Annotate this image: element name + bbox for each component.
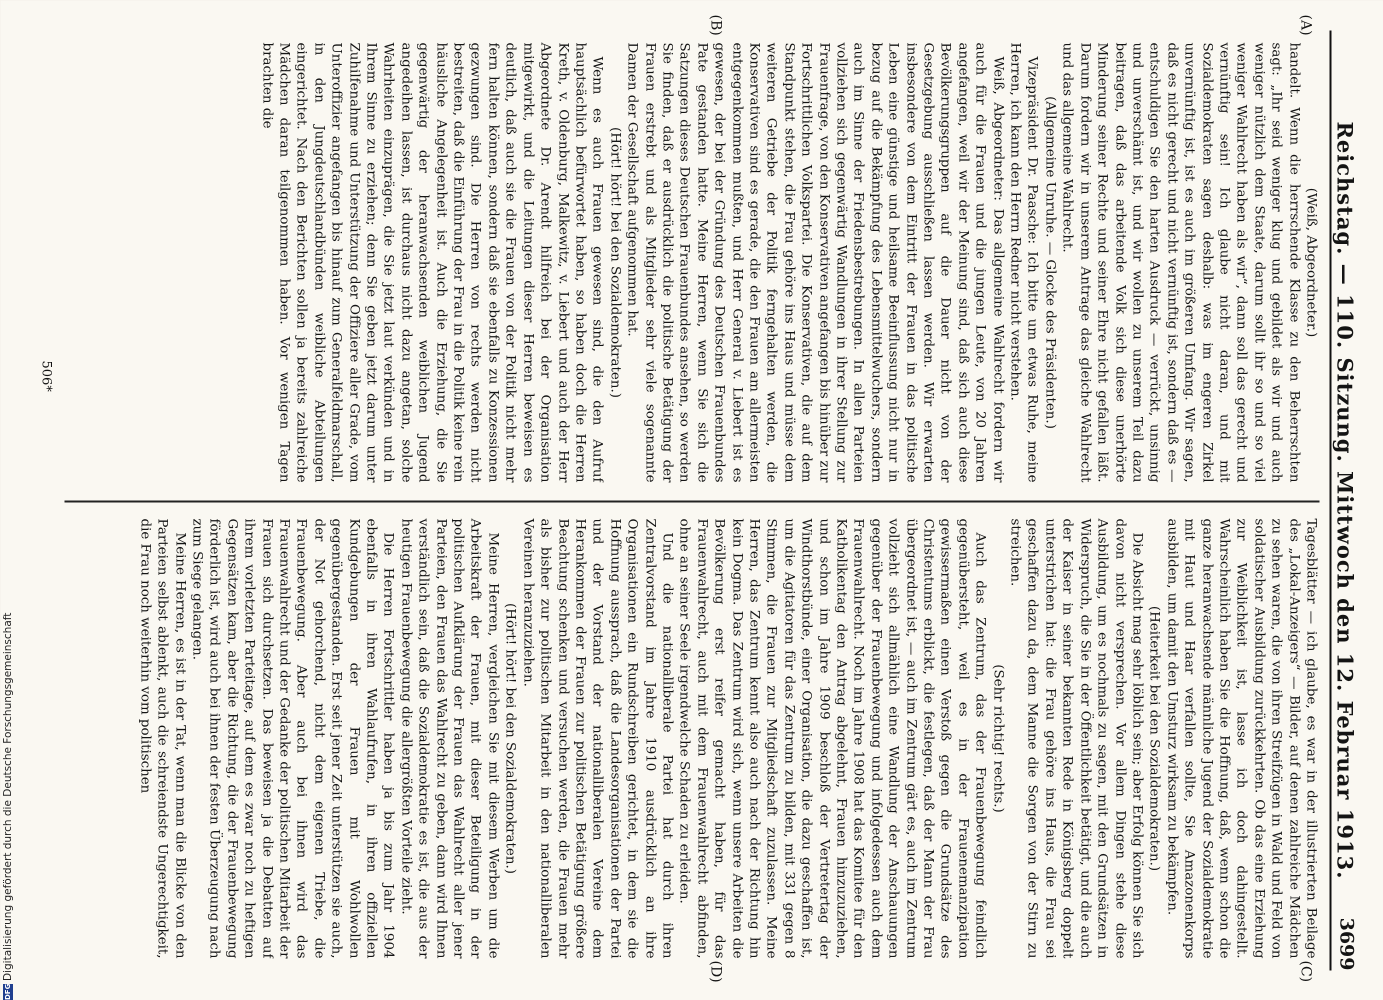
signature-mark: 506* [38, 360, 53, 392]
paragraph: Und die nationalliberale Partei hat durch ihren Zentralvorstand im Jahre 1910 ausdrücklich an ihre Organisationen ein Rundschreiben gerichtet, in dem sie die Hoffnung aussprach, daß die Landesorganisationen der Partei und der Vorstand der nationalliberalen Vereine dem Herankommen der Frauen zur politischen Betätigung größere Beachtung schenken und versuchen werden, die Frauen mehr als bisher zur politischen Mitarbeit in den nationalliberalen Vereinen heranzuziehen. [519, 518, 674, 958]
paragraph: Wenn es auch Frauen gewesen sind, die den Aufruf hauptsächlich befürwortet haben, so haben doch die Herren Kreth, v. Oldenburg, Malkewitz, v. Liebert und auch der Herr Abgeordnete Dr. Arendt hilfreich bei der Organisation mitgewirkt, und die Leitungen dieser Herren beweisen es deutlich, daß auch sie die Frauen von der Politik nicht mehr fern halten können, sondern daß sie ebenfalls zu Konzessionen gezwungen sind. Die Herren von rechts werden nicht bestreiten, daß die Einführung der Frau in die Politik keine rein häusliche Angelegenheit ist. Auch die Erziehung, die Sie gegenwärtig der heranwachsenden weiblichen Jugend angedeihen lassen, ist durchaus nicht dazu angetan, solche Wahrheiten einzuprägen, die Sie jetzt laut verkünden und in Ihrem Sinne zu erziehen; denn Sie geben jetzt darum unter Zuhilfenahme und Unterstützung der Offiziere aller Grade, vom Unteroffizier angefangen bis hinauf zum Generalfeldmarschall, in den Jungdeutschlandbünden weibliche Abteilungen eingerichtet. Nach den Berichten sollen ja bereits zahlreiche Mädchen daran teilgenommen haben. Vor wenigen Tagen brachten die [258, 42, 605, 482]
stage-direction: (Heiterkeit bei den Sozialdemokraten.) [1146, 605, 1162, 871]
paragraph: Meine Herren, es ist in der Tat, wenn man die Blicke von den Parteien selbst ablenkt, auch die schreiendste Ungerechtigkeit, die Frau noch weiterhin vom politischen [136, 518, 187, 958]
stage-direction: (Allgemeine Unruhe. — Glocke des Präsidenten.) [1041, 95, 1057, 429]
paragraph: Die Absicht mag sehr löblich sein; aber Erfolg können Sie sich davon nicht versprechen. Vor allem Dingen stehe diese Ausbildung, um es nochmals zu sagen, mit den Grundsätzen in Widerspruch, die Sie in der Öffentlichkeit betätigt, und die auch der Kaiser in seiner bekannten Rede in Königsberg doppelt unterstrichen hat: die Frau gehöre ins Haus, die Frau sei geschaffen dazu da, dem Manne die Sorgen von der Stirn zu streichen. [1007, 518, 1144, 958]
digitization-credit [2, 0, 18, 1000]
digitization-credit-text: Digitalisierung gefördert durch die Deutsche Forschungsgemeinschaft [2, 612, 14, 981]
paragraph: Die Herren Fortschrittler haben ja bis zum Jahr 1904 ebenfalls in ihren Wahlaufrufen, in ihren offiziellen Kundgebungen der Frauen mit Wohlwollen gegenübergestanden. Erst seit jener Zeit unterstützen sie auch, der Not gehorchend, nicht dem eigenen Triebe, die Frauenbewegung. Aber auch bei ihnen wird das Frauenwahlrecht und der Gedanke der politischen Mitarbeit der Frauen sich durchsetzen. Das beweisen ja die Debatten auf ihrem vorletzten Parteitage, auf dem es zwar noch zu heftigen Gegensätzen kam, aber die Richtung, die der Frauenbewegung förderlich ist, wird auch bei ihnen der festen Überzeugung nach zum Siege gelangen. [189, 518, 396, 958]
page-number: 3699 [1335, 917, 1357, 970]
paragraph: Auch das Zentrum, das der Frauenbewegung feindlich gegenübersteht, weil es in der Frauenemanzipation gewissermaßen einen Verstoß gegen die Grundsätze des Christentums erblickt, die festlegen, daß der Mann der Frau übergeordnet ist, — auch im Zentrum gärt es, auch im Zentrum vollzieht sich allmählich eine Wandlung der Anschauungen gegenüber der Frauenbewegung und infolgedessen auch dem Frauenwahlrecht. Noch im Jahre 1908 hat das Komitee für den Katholikentag den Antrag abgelehnt, Frauen hinzuzuziehen, und schon im Jahre 1909 beschloß der Vertretertag der Windthorstbünde, einer Organisation, die dazu geschaffen ist, um die Agitatoren für das Zentrum zu bilden, mit 331 gegen 8 Stimmen, die Frauen zur Mitgliedschaft zuzulassen. Meine Herren, das Zentrum kennt also auch nach der Richtung hin kein Dogma. Das Zentrum wird sich, wenn unsere Arbeiten die Bevölkerung erst reifer gemacht haben, für das Frauenwahlrecht, auch mit dem Frauenwahlrecht abfinden, ohne an seiner Seele irgendwelche Schaden zu erleiden. [676, 518, 988, 958]
right-text-column [64, 518, 1319, 958]
running-title: Reichstag. — 110. Sitzung. Mittwoch den 12. Februar 1913. [1332, 120, 1357, 880]
stage-direction: (Hört! hört! bei den Sozialdemokraten.) [606, 126, 622, 398]
paragraph: Tagesblätter — ich glaube, es war in der illustrierten Beilage des „Lokal-Anzeigers“ — Bilder, auf denen zahlreiche Mädchen zu sehen waren, die von ihren Streifzügen in Wald und Feld von soldatischer Ausbildung zurückkehrten. Ob das eine Erziehung zur Weiblichkeit ist, lasse ich doch dahingestellt. Wahrscheinlich haben Sie die Hoffnung, daß, wenn schon die ganze heranwachsende männliche Jugend der Sozialdemokratie mit Haut und Haar verfallen sollte, Sie Amazonenkorps ausbilden, um damit den Umsturz wirksam zu bekämpfen. [1163, 518, 1318, 958]
stage-direction: (Sehr richtig! rechts.) [989, 663, 1005, 813]
margin-mark-a: (A) [1297, 14, 1313, 36]
running-header [1329, 30, 1361, 970]
paragraph: Vizepräsident Dr. Paasche: Ich bitte um etwas Ruhe, meine Herren, ich kann den Herrn Redner nicht verstehen. [1007, 42, 1040, 482]
margin-mark-d: (D) [707, 960, 723, 983]
column-rule [64, 500, 1319, 502]
dfg-logo-icon: DFG [4, 983, 12, 1000]
paragraph: handelt. Wenn die herrschende Klasse zu den Beherrschten sagt: „Ihr seid weniger klug und gebildet als wir und auch weniger nützlich dem Staate, darum sollt ihr so und so viel weniger Wahlrecht haben als wir“, dann soll das gerecht und vernünftig sein! Ich glaube nicht daran, und mit Sozialdemokraten sagen deshalb: was im engeren Zirkel unvernünftig ist, ist es auch im größeren Umfang. Wir sagen, daß es nicht gerecht und nicht vernünftig ist, sondern daß es — entschuldigen Sie den harten Ausdruck — verrückt, unsinnig und unverschämt ist, und wir wollen zu unserem Teil dazu beitragen, daß das arbeitende Volk sich diese unerhörte Minderung seiner Rechte und seiner Ehre nicht gefallen läßt. Darum fordern wir in unserem Antrage das gleiche Wahlrecht und das allgemeine Wahlrecht. [1059, 42, 1301, 482]
stage-direction: (Weiß, Abgeordneter.) [1303, 187, 1318, 337]
left-text-column [64, 42, 1319, 482]
stage-direction: (Hört! hört! bei den Sozialdemokraten.) [502, 602, 518, 874]
margin-mark-c: (C) [1297, 960, 1313, 982]
margin-mark-b: (B) [707, 14, 723, 36]
paragraph: Meine Herren, vergleichen Sie mit diesem Werben um die Arbeitskraft der Frauen, mit dieser Beteiligung in der politischen Aufklärung der Frauen das Wahlrecht aller jener Parteien, den Frauen das Wahlrecht zu geben, dann wird Ihnen verständlich sein, daß die Sozialdemokratie es ist, die aus der heutigen Frauenbewegung die allergrößten Vorteile zieht. [397, 518, 500, 958]
paragraph: Weiß, Abgeordneter: Das allgemeine Wahlrecht fordern wir auch für die Frauen und die jungen Leute, von 20 Jahren angefangen, weil wir der Meinung sind, daß sich auch diese Bevölkerungsgruppen auf die Dauer nicht von der Gesetzgebung ausschließen lassen werden. Wir erwarten insbesondere von dem Eintritt der Frauen in das politische Leben eine günstige und heilsame Beeinflussung nicht nur in bezug auf die Bekämpfung des Lebensmittelwuchers, sondern auch im Sinne der Friedensbestrebungen. In allen Parteien vollziehen sich gegenwärtig Wandlungen in ihrer Stellung zur Frauenfrage, von den Konservativen angefangen bis hinüber zur Fortschrittlichen Volkspartei. Die Konservativen, die auf dem Standpunkt stehen, die Frau gehöre ins Haus und müsse dem weiteren Getriebe der Politik ferngehalten werden, die Konservativen sind es gerade, die den Frauen am allermeisten entgegenkommen mußten, und Herr General v. Liebert ist es gewesen, der bei der Gründung des Deutschen Frauenbundes Pate gestanden hatte. Meine Herren, wenn Sie sich die Satzungen dieses Deutschen Frauenbundes ansehen, so werden Sie finden, daß er ausdrücklich die politische Betätigung der Frauen erstrebt und als Mitglieder sehr viele sogenannte Damen der Gesellschaft aufgenommen hat. [624, 42, 1005, 482]
